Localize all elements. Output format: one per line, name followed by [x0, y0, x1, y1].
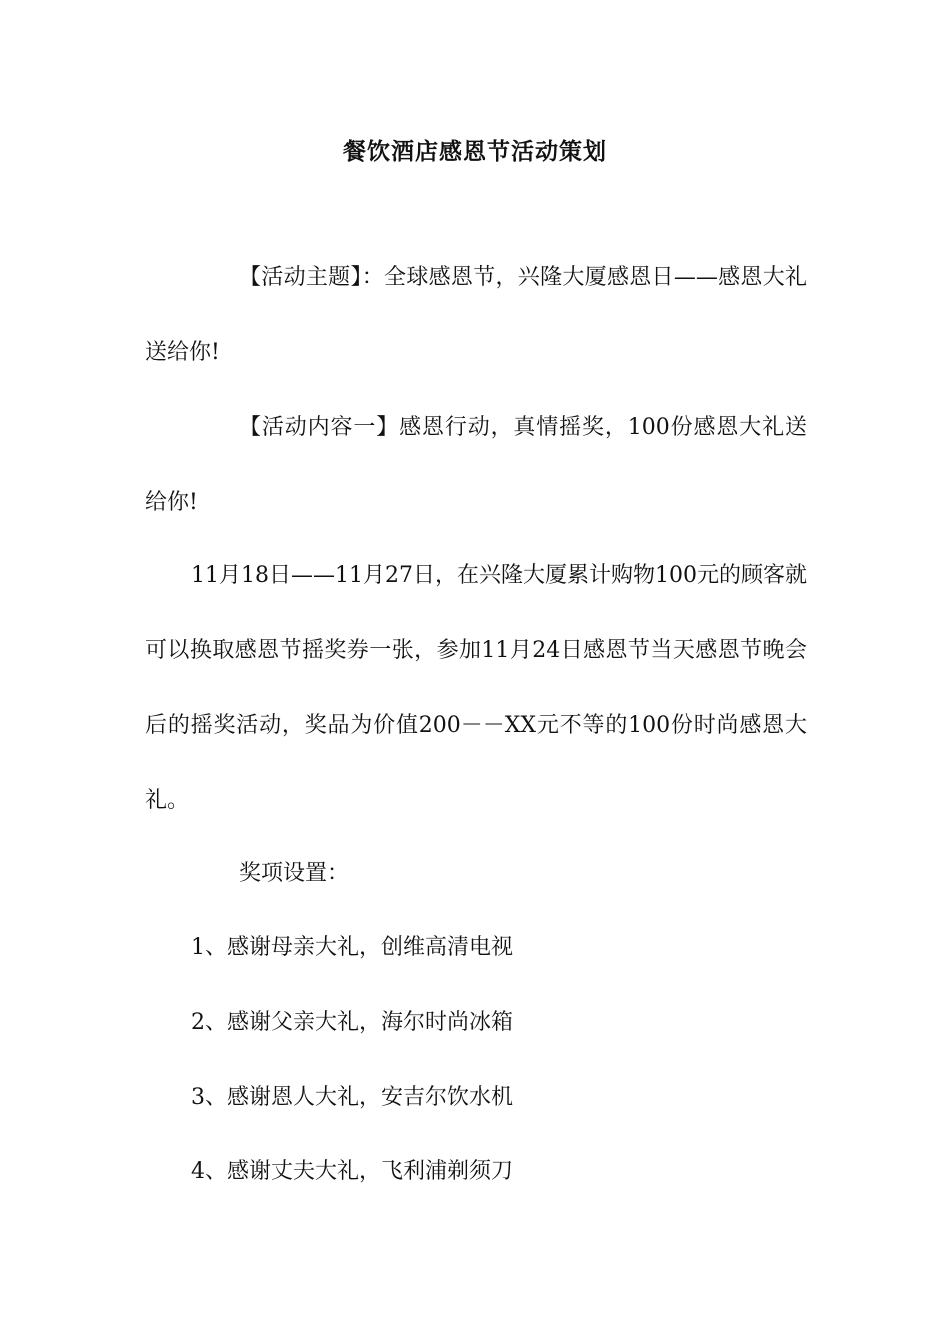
awards-heading: 奖项设置： — [239, 861, 350, 886]
award-item: 2、感谢父亲大礼，海尔时尚冰箱 — [191, 1010, 513, 1035]
award-item: 1、感谢母亲大礼，创维高清电视 — [191, 935, 513, 960]
paragraph-activity-content-one: 【活动内容一】感恩行动，真情摇奖，100份感恩大礼送给你! — [145, 415, 807, 515]
paragraph-activity-theme: 【活动主题】：全球感恩节，兴隆大厦感恩日——感恩大礼送给你! — [145, 265, 807, 365]
paragraph-activity-details: 11月18日——11月27日，在兴隆大厦累计购物100元的顾客就可以换取感恩节摇奖券一张，参加11月24日感恩节当天感恩节晚会后的摇奖活动，奖品为价值200－－XX元不等的100份时尚感恩大礼。 — [145, 563, 807, 813]
award-item: 4、感谢丈夫大礼，飞利浦剃须刀 — [191, 1159, 513, 1184]
document-title: 餐饮酒店感恩节活动策划 — [343, 138, 607, 165]
award-item: 3、感谢恩人大礼，安吉尔饮水机 — [191, 1085, 513, 1110]
